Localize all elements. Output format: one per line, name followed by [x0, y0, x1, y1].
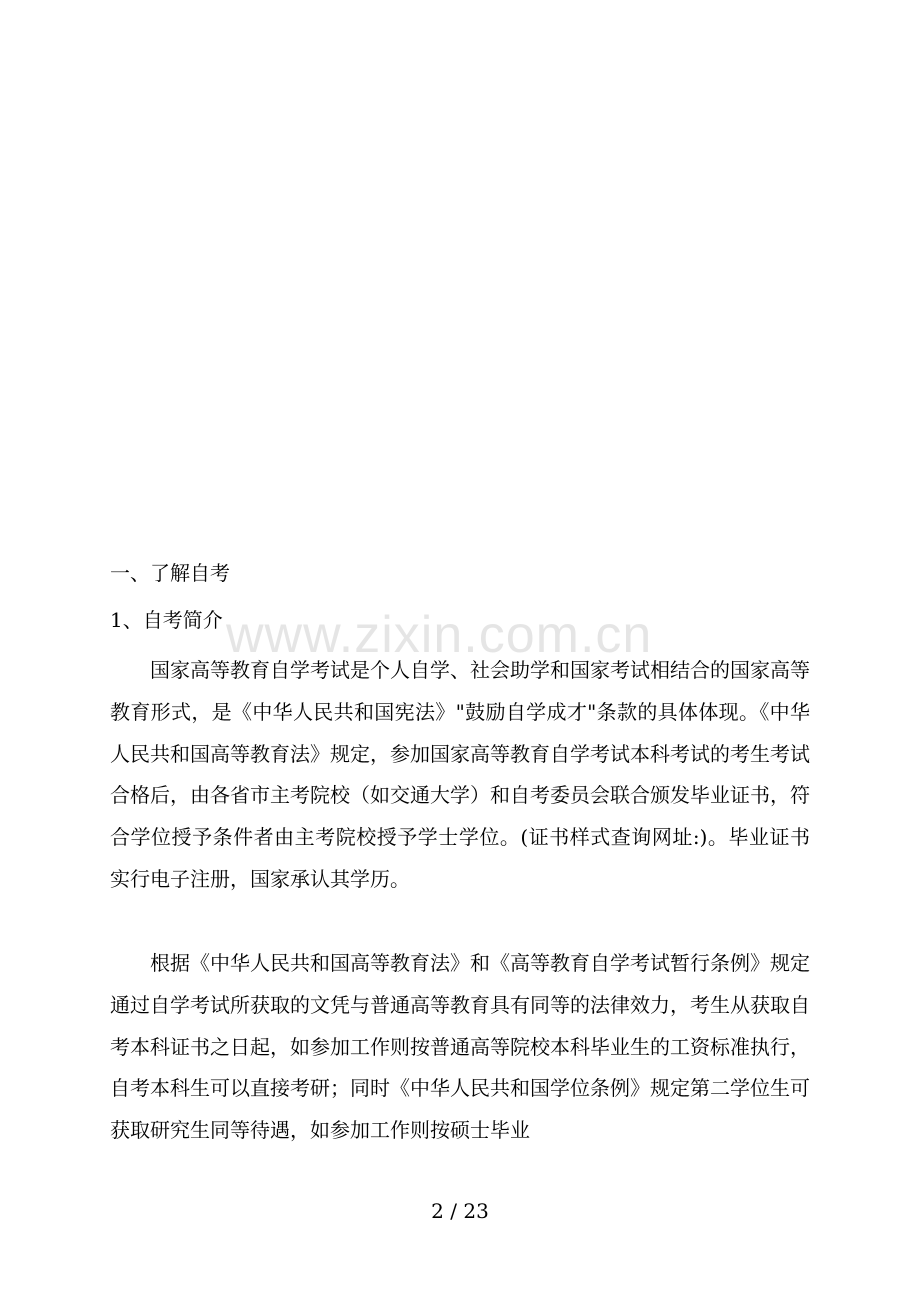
- section-heading: 一、了解自考: [110, 561, 230, 585]
- paragraph-intro: 国家高等教育自学考试是个人自学、社会助学和国家考试相结合的国家高等教育形式，是《中华人民共和国宪法》"鼓励自学成才"条款的具体体现。《中华人民共和国高等教育法》规定，参加国家高等教育自学考试本科考试的考生考试合格后，由各省市主考院校（如交通大学）和自考委员会联合颁发毕业证书，符合学位授予条件者由主考院校授予学士学位。(证书样式查询网址:)。毕业证书实行电子注册，国家承认其学历。: [110, 658, 810, 891]
- paragraph-legal-effect: 根据《中华人民共和国高等教育法》和《高等教育自学考试暂行条例》规定通过自学考试所获取的文凭与普通高等教育具有同等的法律效力，考生从获取自考本科证书之日起，如参加工作则按普通高等院校本科毕业生的工资标准执行，自考本科生可以直接考研；同时《中华人民共和国学位条例》规定第二学位生可获取研究生同等待遇，如参加工作则按硕士毕业: [110, 951, 810, 1143]
- page-number: 2 / 23: [431, 1199, 489, 1223]
- watermark: www.zixin.com.cn: [226, 606, 653, 664]
- subsection-heading: 1、自考简介: [110, 608, 223, 632]
